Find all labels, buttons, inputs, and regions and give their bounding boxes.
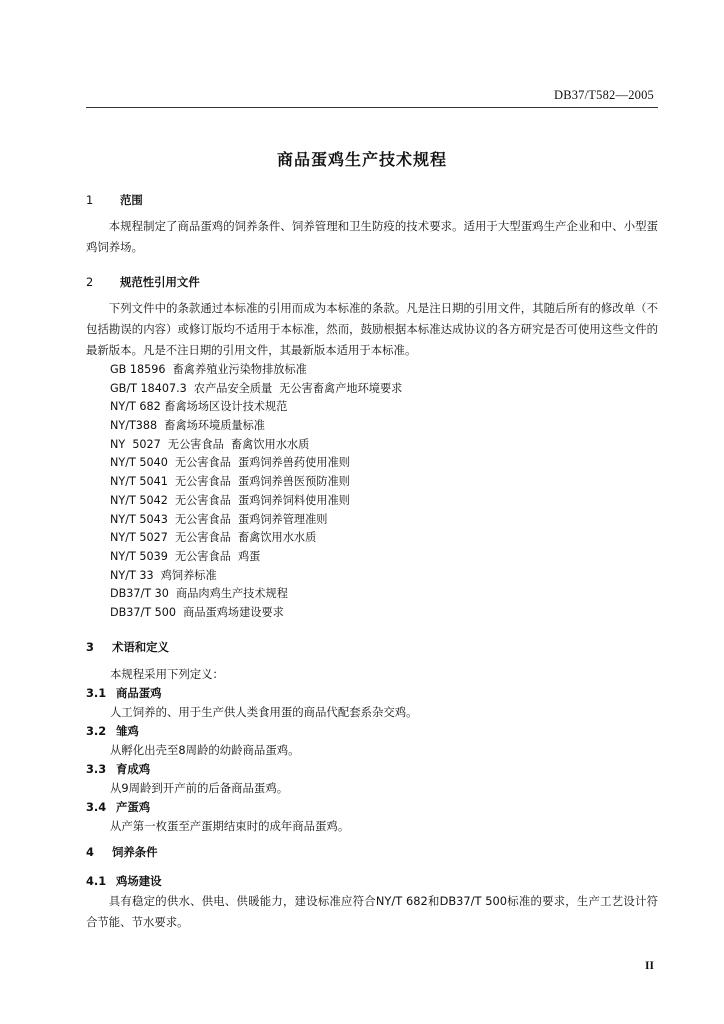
reference-item: NY/T 5041 无公害食品 蛋鸡饲养兽医预防准则: [110, 475, 350, 489]
reference-item: NY 5027 无公害食品 畜禽饮用水水质: [110, 437, 310, 451]
subsection-4-1-paragraph: 具有稳定的供水、供电、供暖能力，建设标准应符合NY/T 682和DB37/T 500标准的要求，生产工艺设计符合节能、节水要求。: [86, 893, 658, 929]
reference-item: NY/T 5027 无公害食品 畜禽饮用水水质: [110, 531, 317, 545]
reference-item: DB37/T 30 商品肉鸡生产技术规程: [110, 587, 288, 601]
reference-item: NY/T 5042 无公害食品 蛋鸡饲养饲料使用准则: [110, 493, 350, 507]
section-number: 2: [86, 275, 94, 289]
term-3-4-heading: [86, 798, 658, 817]
reference-item: NY/T 682 畜禽场场区设计技术规范: [110, 400, 288, 414]
section-title: 术语和定义: [111, 639, 169, 654]
subsection-title: 鸡场建设: [115, 873, 162, 888]
reference-item: DB37/T 500 商品蛋鸡场建设要求: [110, 605, 284, 619]
section-title: 规范性引用文件: [119, 275, 200, 289]
term-definition: 从9周龄到开产前的后备商品蛋鸡。: [110, 780, 289, 795]
term-name: 雏鸡: [115, 723, 139, 738]
term-definition: 人工饲养的、用于生产供人类食用蛋的商品代配套系杂交鸡。: [110, 704, 418, 719]
term-3-1-heading: [86, 684, 658, 703]
document-title: 商品蛋鸡生产技术规程: [276, 150, 447, 169]
term-definition: 从孵化出壳至8周龄的幼龄商品蛋鸡。: [110, 742, 300, 757]
section-4-heading: [86, 842, 658, 862]
term-name: 商品蛋鸡: [115, 685, 162, 700]
standard-code: DB37/T582—2005: [553, 88, 654, 102]
section-2-heading: [86, 272, 658, 292]
term-3-2-heading: [86, 722, 658, 741]
page-number: II: [645, 960, 654, 972]
reference-item: NY/T 5040 无公害食品 蛋鸡饲养兽药使用准则: [110, 456, 350, 470]
header-rule: [86, 107, 658, 108]
subsection-4-1-heading: [86, 872, 658, 891]
section-number: 4: [86, 844, 94, 859]
normative-reference-list: [86, 361, 658, 623]
reference-item: NY/T 5039 无公害食品 鸡蛋: [110, 549, 261, 563]
document-body: [86, 190, 658, 933]
term-name: 产蛋鸡: [115, 799, 151, 814]
reference-item: GB/T 18407.3 农产品安全质量 无公害畜禽产地环境要求: [110, 381, 403, 395]
section-number: 3: [86, 639, 94, 654]
section-2-paragraph: 下列文件中的条款通过本标准的引用而成为本标准的条款。凡是注日期的引用文件，其随后所有的修改单（不包括勘误的内容）或修订版均不适用于本标准，然而，鼓励根据本标准达成协议的各方研究是否可使用这些文件的最新版本。凡是不注日期的引用文件，其最新版本适用于本标准。: [86, 301, 658, 357]
term-number: 3.2: [86, 723, 107, 738]
term-number: 3.3: [86, 761, 107, 776]
section-3-intro: 本规程采用下列定义：: [110, 666, 224, 681]
section-title: 饲养条件: [111, 844, 158, 859]
subsection-number: 4.1: [86, 873, 107, 888]
term-name: 育成鸡: [115, 761, 151, 776]
reference-item: NY/T388 畜禽场环境质量标准: [110, 419, 265, 433]
term-3-3-heading: [86, 760, 658, 779]
reference-item: NY/T 5043 无公害食品 蛋鸡饲养管理准则: [110, 512, 328, 526]
term-number: 3.1: [86, 685, 107, 700]
reference-item: NY/T 33 鸡饲养标准: [110, 568, 217, 582]
section-title: 范围: [119, 193, 143, 207]
term-number: 3.4: [86, 799, 107, 814]
term-definition: 从产第一枚蛋至产蛋期结束时的成年商品蛋鸡。: [110, 818, 350, 833]
section-1-heading: [86, 190, 658, 210]
section-1-paragraph: 本规程制定了商品蛋鸡的饲养条件、饲养管理和卫生防疫的技术要求。适用于大型蛋鸡生产企业和中、小型蛋鸡饲养场。: [86, 219, 658, 254]
reference-item: GB 18596 畜禽养殖业污染物排放标准: [110, 363, 307, 376]
section-3-heading: [86, 637, 658, 657]
section-number: 1: [86, 193, 94, 207]
